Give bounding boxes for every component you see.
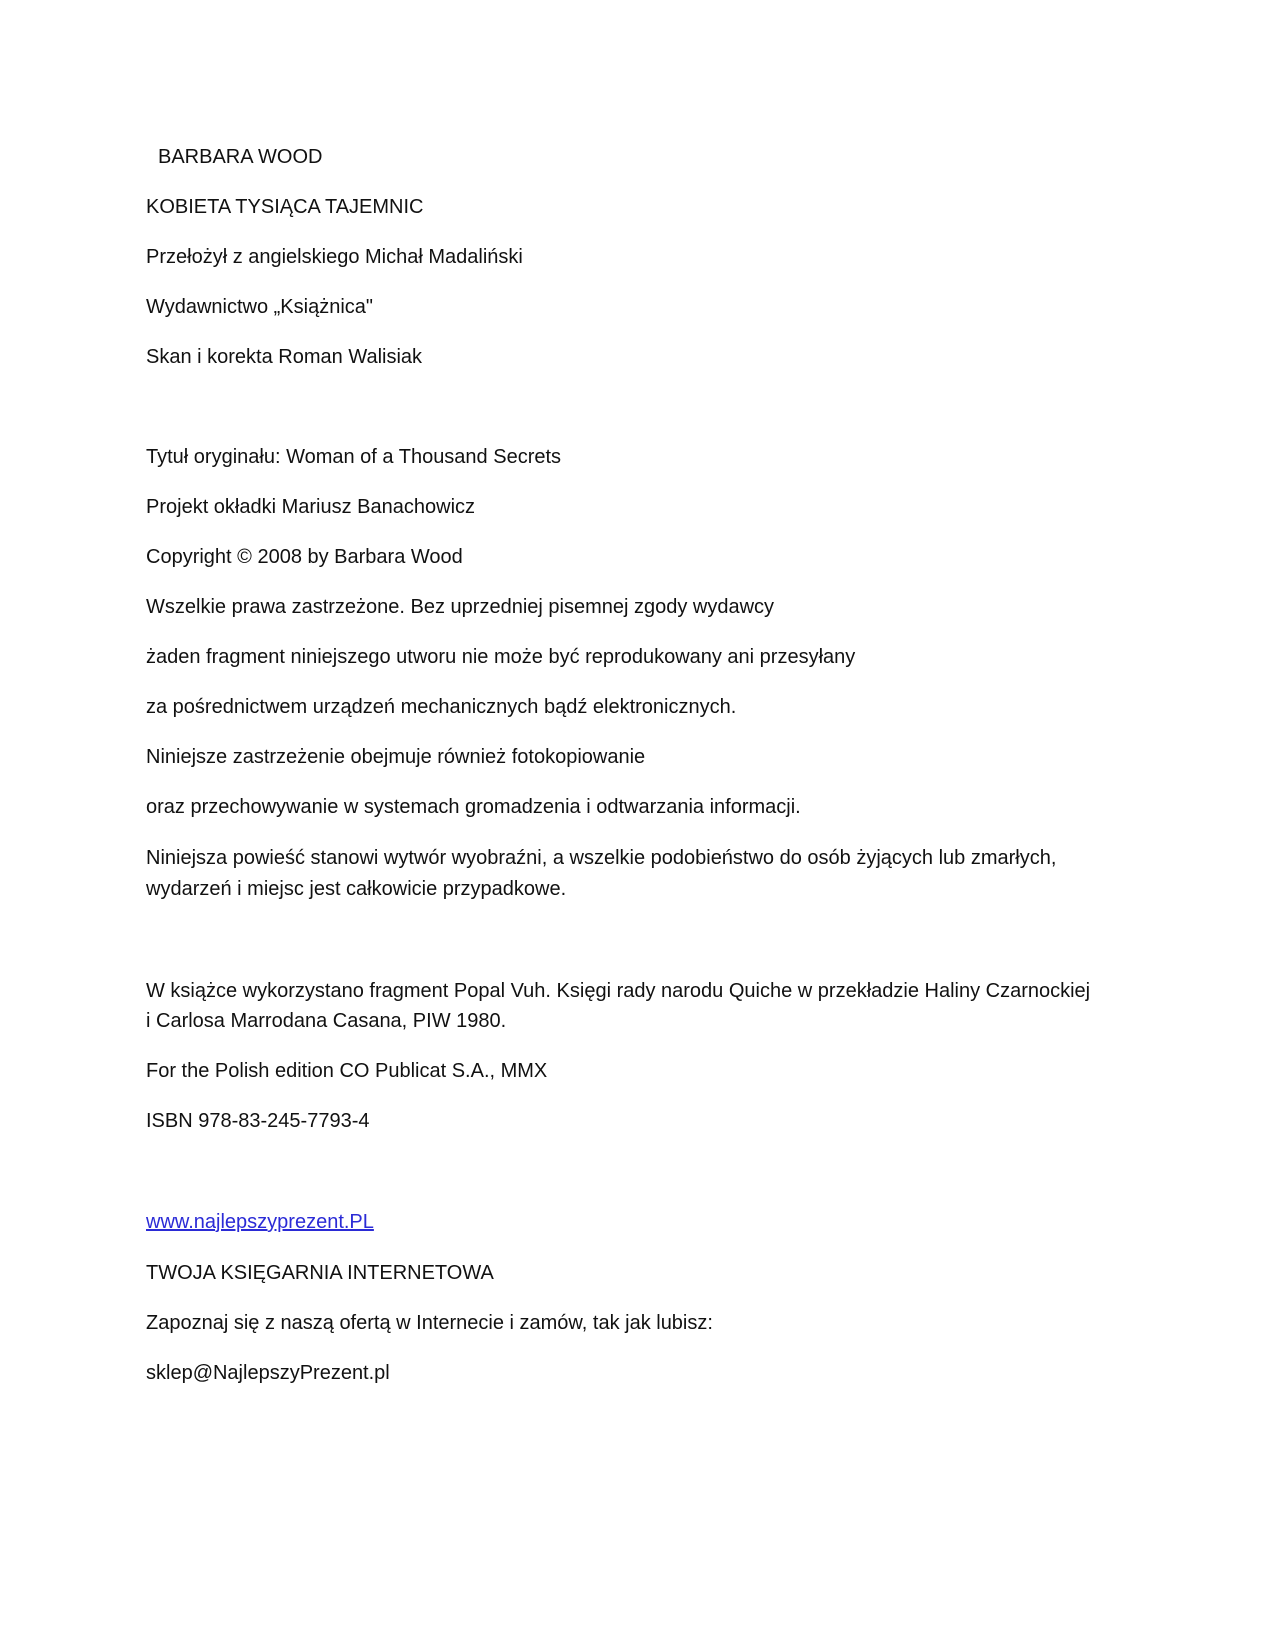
- rights-notice-line: Niniejsze zastrzeżenie obejmuje również fotokopiowanie: [146, 746, 646, 768]
- rights-notice-line: za pośrednictwem urządzeń mechanicznych bądź elektronicznych.: [146, 696, 737, 718]
- excerpt-note-line: W książce wykorzystano fragment Popal Vuh. Księgi rady narodu Quiche w przekładzie Haliny Czarnockiej: [146, 980, 1091, 1002]
- publisher-line: Wydawnictwo „Książnica": [146, 296, 373, 318]
- excerpt-note-line: i Carlosa Marrodana Casana, PIW 1980.: [146, 1010, 507, 1032]
- rights-notice-line: żaden fragment niniejszego utworu nie może być reprodukowany ani przesyłany: [146, 646, 856, 668]
- fiction-disclaimer-line: wydarzeń i miejsc jest całkowicie przypadkowe.: [146, 878, 567, 900]
- shop-name-line: TWOJA KSIĘGARNIA INTERNETOWA: [146, 1262, 494, 1284]
- isbn-line: ISBN 978-83-245-7793-4: [146, 1110, 370, 1132]
- cover-design-line: Projekt okładki Mariusz Banachowicz: [146, 496, 476, 518]
- scan-credit-line: Skan i korekta Roman Walisiak: [146, 346, 423, 368]
- website-link[interactable]: www.najlepszyprezent.PL: [146, 1211, 374, 1233]
- book-title: KOBIETA TYSIĄCA TAJEMNIC: [146, 196, 424, 218]
- polish-edition-line: For the Polish edition CO Publicat S.A., MMX: [146, 1060, 548, 1082]
- fiction-disclaimer-line: Niniejsza powieść stanowi wytwór wyobraźni, a wszelkie podobieństwo do osób żyjących lub zmarłych,: [146, 847, 1057, 869]
- shop-email-line: sklep@NajlepszyPrezent.pl: [146, 1362, 390, 1384]
- original-title-line: Tytuł oryginału: Woman of a Thousand Secrets: [146, 446, 562, 468]
- rights-notice-line: Wszelkie prawa zastrzeżone. Bez uprzedniej pisemnej zgody wydawcy: [146, 596, 775, 618]
- author-name: BARBARA WOOD: [158, 146, 323, 168]
- rights-notice-line: oraz przechowywanie w systemach gromadzenia i odtwarzania informacji.: [146, 796, 801, 818]
- copyright-line: Copyright © 2008 by Barbara Wood: [146, 546, 463, 568]
- translator-line: Przełożył z angielskiego Michał Madaliński: [146, 246, 523, 268]
- shop-invite-line: Zapoznaj się z naszą ofertą w Internecie i zamów, tak jak lubisz:: [146, 1312, 713, 1334]
